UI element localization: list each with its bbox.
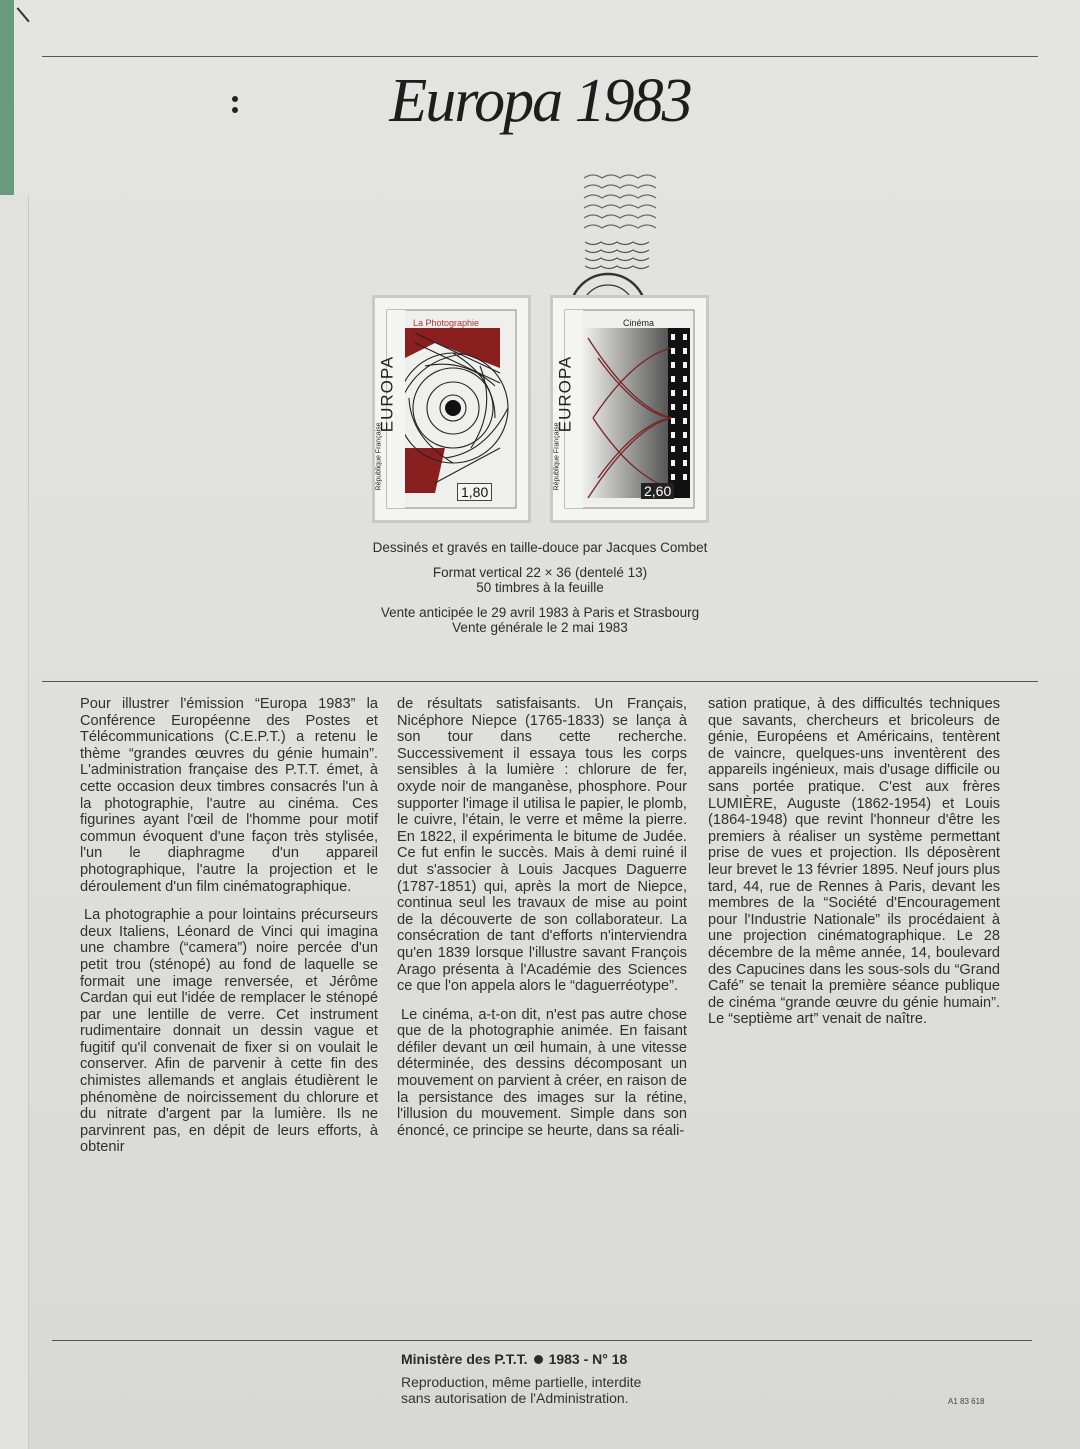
format-line-2: 50 timbres à la feuille [476,580,604,595]
print-reference: A1 83 618 [948,1397,985,1406]
sale-line-1: Vente anticipée le 29 avril 1983 à Paris et Strasbourg [380,605,700,620]
text-column-3 [708,696,1000,1040]
reproduction-notice [401,1374,641,1406]
notice-line-1: Reproduction, même partielle, interdite [401,1374,642,1390]
col3-paragraph-1: sation pratique, à des difficultés techniques que savants, chercheurs et bricoleurs de génie, Européens et Américains, tentèrent de vaincre, quelques-uns inventèrent des appareils ingénieux, mais d'usage difficile ou sans portée pratique. C'est aux frères LUMIÈRE, Auguste (1862-1954) et Louis (1864-1948) que revint l'honneur d'être les premiers à réaliser un système permettant prise de vues et projection. Ils déposèrent leur brevet le 13 février 1895. Neuf jours plus tard, 44, rue de Rennes à Paris, devant les membres de la “Société d'Encouragement pour l'Industrie Nationale” ils procédaient à une projection cinématographique. Le 28 décembre de la même année, 14, boulevard des Capucines dans les sous-sols du “Grand Café” se tenait la première séance publique de cinéma “grande œuvre du génie humain”. Le “septième art” venait de naître. [708,696,1000,1028]
stamp-photographie [375,298,528,520]
bullet-icon [534,1355,543,1364]
page-title: Europa 1983 [389,67,691,135]
corner-mark [17,0,44,22]
col1-paragraph-2: La photographie a pour lointains précurseurs deux Italiens, Léonard de Vinci qui imagina une chambre (“camera”) noire percée d'un petit trou (sténopé) au fond de laquelle se formait une image renversée, et Jérôme Cardan qui eut l'idée de remplacer le sténopé par une lentille de verre. Cet instrument rudimentaire donnait un dessin vague et fugitif qu'il convenait de fixer si on voulait le conserver. Afin de parvenir à cette fin des chimistes allemands et anglais étudièrent le phénomène de noircissement du chlorure et du nitrate d'argent par la lumière. Ils ne parvinrent pas, en dépit de leurs efforts, à obtenir [80,907,378,1156]
stamp-cinema-name: Cinéma [623,318,655,328]
wavy-cancel-icon [580,170,660,240]
stamp-cinema-country: EUROPA [555,355,575,433]
middle-rule [42,681,1038,682]
stamp-photo-value: 1,80 [457,483,492,501]
text-column-1 [80,696,378,1168]
sale-line-2: Vente générale le 2 mai 1983 [452,620,628,635]
issue-number: 1983 - N° 18 [548,1351,628,1367]
stamp-photo-country: EUROPA [377,355,397,433]
stamp-details [300,540,780,645]
bottom-rule [52,1340,1032,1341]
stamp-photo-name: La Photographie [413,318,480,328]
punctuation-mark [232,96,240,118]
background-edge [0,0,14,200]
col2-paragraph-1: de résultats satisfaisants. Un Français, Nicéphore Niepce (1765-1833) se lança à son tour dans cette recherche. Successivement il essaya tous les corps sensibles à la lumière : chlorure de fer, oxyde noir de manganèse, phosphore. Pour supporter l'image il utilisa le papier, le plomb, le cuivre, l'étain, le verre et même la pierre. En 1822, il expérimenta le bitume de Judée. Ce fut enfin le succès. Mais à demi ruiné il dut s'associer à Louis Jacques Daguerre (1787-1851) qui, après la mort de Niepce, continua seul les travaux de mise au point de la découverte de son collaborateur. La consécration de tant d'efforts n'interviendra qu'en 1839 lorsque l'illustre savant François Arago présenta à l'Académie des Sciences ce que l'on appela alors le “daguerréotype”. [397,696,687,995]
notice-line-2: sans autorisation de l'Administration. [401,1390,629,1406]
footer-title [401,1351,627,1367]
stamp-photo-republic: République Française [375,422,383,491]
format-line-1: Format vertical 22 × 36 (dentelé 13) [432,565,648,580]
stamp-cinema [553,298,706,520]
film-projection-icon [553,298,706,520]
stamp-cinema-republic: République Française [553,422,561,491]
designer-line: Dessinés et gravés en taille-douce par Jacques Combet [372,540,708,555]
ministry-name: Ministère des P.T.T. [401,1351,528,1367]
paper-fold [0,195,29,1449]
col1-paragraph-1: Pour illustrer l'émission “Europa 1983” la Conférence Européenne des Postes et Télécommunications (C.E.P.T.) a retenu le thème “grandes œuvres du génie humain”. L'administration française des P.T.T. émet, à cette occasion deux timbres consacrés l'un à la photographie, l'autre au cinéma. Ces figurines ayant l'œil de l'homme pour motif commun évoquent d'une façon très stylisée, l'un le diaphragme d'un appareil photographique, l'autre la projection et le déroulement d'un film cinématographique. [80,696,378,895]
col2-paragraph-2: Le cinéma, a-t-on dit, n'est pas autre chose que de la photographie animée. En faisant défiler devant un œil humain, à une vitesse déterminée, des dessins décomposant un mouvement on parvient à créer, en raison de la persistance des images sur la rétine, l'illusion du mouvement. Simple dans son énoncé, ce principe se heurte, dans sa réali- [397,1006,687,1139]
text-column-2 [397,696,687,1151]
aperture-icon [375,298,528,520]
top-rule [42,56,1038,57]
stamp-cinema-value: 2,60 [641,483,674,499]
